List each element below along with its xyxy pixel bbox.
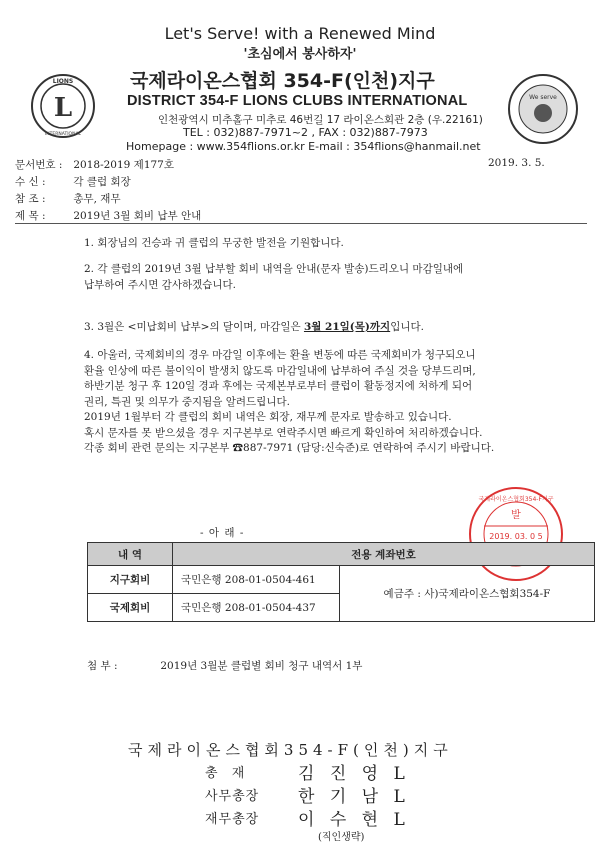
row-account: 국민은행 208-01-0504-437 xyxy=(173,594,340,622)
stamp-mid: 발 xyxy=(511,510,521,521)
stamp-date: 2019. 03. 0 5 xyxy=(489,532,543,541)
logo-letter: L xyxy=(53,93,73,123)
badge-text: We serve xyxy=(529,94,557,101)
recipient-label: 수 신 : xyxy=(15,176,46,188)
col-header-account: 전용 계좌번호 xyxy=(173,543,595,566)
paragraph-1: 1. 회장님의 건승과 귀 클럽의 무궁한 발전을 기원합니다. xyxy=(84,237,344,249)
paragraph-2: 2. 각 클럽의 2019년 3월 납부할 회비 내역을 안내(문자 발송)드리오니 마감일내에 납부하여 주시면 감사하겠습니다. xyxy=(84,263,464,291)
org-address: 인천광역시 미추홀구 미추로 46번길 17 라이온스회관 2층 (우.22161) xyxy=(158,114,483,126)
signer-title: 총 재 xyxy=(205,766,250,781)
doc-number-label: 문서번호 : xyxy=(15,159,63,171)
subject: 2019년 3월 회비 납부 안내 xyxy=(73,210,202,222)
reference-label: 참 조 : xyxy=(15,193,46,205)
logo-bottom-text: INTERNATIONAL xyxy=(44,132,82,137)
doc-number: 2018-2019 제177호 xyxy=(73,159,174,171)
org-phone-fax: TEL : 032)887-7971~2 , FAX : 032)887-7973 xyxy=(183,126,428,139)
org-subtitle: DISTRICT 354-F LIONS CLUBS INTERNATIONAL xyxy=(127,93,468,109)
recipient-row xyxy=(15,174,131,189)
attachment-text: 2019년 3월분 클럽별 회비 청구 내역서 1부 xyxy=(160,660,363,672)
logo-top-text: LIONS xyxy=(52,78,74,85)
seal-omitted-note: (직인생략) xyxy=(318,832,365,843)
motto-english: Let's Serve! with a Renewed Mind xyxy=(164,24,436,43)
reference: 총무, 재무 xyxy=(73,193,121,205)
reference-row xyxy=(15,191,121,206)
lions-logo-icon xyxy=(30,73,96,139)
table-row xyxy=(88,566,595,594)
signer-title: 사무총장 xyxy=(205,789,260,804)
notes-title: - 아 래 - xyxy=(200,527,245,539)
signer-name: 김 진 영 L xyxy=(298,764,410,784)
row-account: 국민은행 208-01-0504-461 xyxy=(173,566,340,594)
attachment-row xyxy=(87,658,362,673)
deadline-text: 3월 21일(목)까지 xyxy=(303,321,391,333)
paragraph-3: 3. 3월은 <미납회비 납부>의 달이며, 마감일은 3월 21일(목)까지입니다. xyxy=(84,321,424,333)
col-header-type: 내 역 xyxy=(88,543,173,566)
doc-date: 2019. 3. 5. xyxy=(488,157,545,169)
recipient: 각 클럽 회장 xyxy=(73,176,131,188)
paragraph-4: 4. 아울러, 국제회비의 경우 마감일 이후에는 환율 변동에 따른 국제회비가 청구되오니 환율 인상에 따른 불이익이 발생치 않도록 마감일내에 납부하여 주실 것을 당부드리며, 하반기분 청구 후 120일 경과 후에는 국제본부로부터 클럽이 활동정지에 처하게 되어 권리, 특권 및 의무가 중지됨을 알려드립니다. 2019년 1월부터 각 클럽의 회비 내역은 회장, 재무께 문자로 발송하고 있습니다. 혹시 문자를 못 받으셨을 경우 지구본부로 연락주시면 빠르게 확인하여 처리하겠습니다. 각종 회비 관련 문의는 지구본부 ☎887-7971 (담당:신숙준)로 연락하여 주시기 바랍니다. xyxy=(84,349,495,454)
subject-label: 제 목 : xyxy=(15,210,46,222)
row-type: 지구회비 xyxy=(88,566,173,594)
org-web-email: Homepage : www.354flions.or.kr E-mail : 354flions@hanmail.net xyxy=(126,140,481,153)
motto-korean: '초심에서 봉사하자' xyxy=(243,47,357,62)
attachment-label: 첨 부 : xyxy=(87,660,118,672)
header-divider xyxy=(15,223,587,224)
signer-name: 한 기 남 L xyxy=(298,787,410,807)
signer-title: 재무총장 xyxy=(205,812,260,827)
doc-number-row xyxy=(15,157,174,172)
signer-name: 이 수 현 L xyxy=(298,810,410,830)
stamp-top: 국제라이온스협회354-F지구 xyxy=(478,496,554,503)
signature-org: 국제라이온스협회354-F(인천)지구 xyxy=(128,741,453,759)
account-holder: 예금주 : 사)국제라이온스협회354-F xyxy=(340,566,595,622)
account-table xyxy=(87,542,595,622)
row-type: 국제회비 xyxy=(88,594,173,622)
subject-row xyxy=(15,208,201,223)
we-serve-badge-icon xyxy=(507,73,579,145)
org-title: 국제라이온스협회 354-F(인천)지구 xyxy=(130,70,435,92)
